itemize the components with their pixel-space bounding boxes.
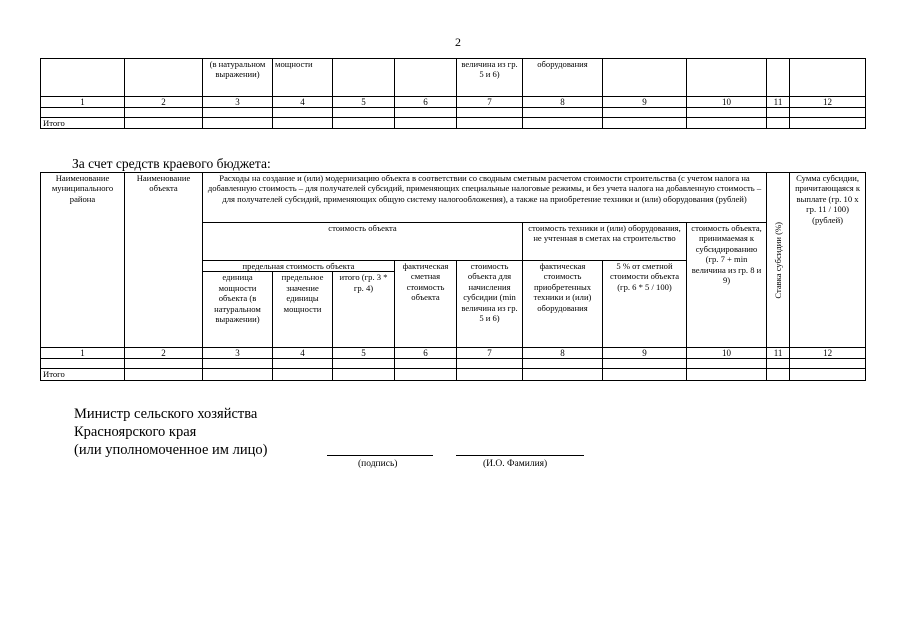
top-table bbox=[40, 58, 866, 129]
col-number: 1 bbox=[41, 348, 125, 359]
cont-cell: оборудования bbox=[523, 59, 603, 97]
cont-cell bbox=[41, 59, 125, 97]
signature-line bbox=[327, 455, 433, 456]
col-number: 4 bbox=[273, 97, 333, 108]
col-number: 11 bbox=[767, 348, 790, 359]
col-number: 8 bbox=[523, 348, 603, 359]
header-expenses: Расходы на создание и (или) модернизацию объекта в соответствии со сводным сметным расчетом стоимости строительства (с учетом налога на добавленную стоимость – для получателей субсидий, применяющих специальные налоговые режимы, и без учета налога на добавленную стоимость – для получателей субсидий, применяющих общую систему налогообложения), а также на приобретение техники и (или) оборудования (рублей) bbox=[203, 173, 767, 223]
page-number: 2 bbox=[455, 35, 461, 49]
col-number: 4 bbox=[273, 348, 333, 359]
name-label: (И.О. Фамилия) bbox=[483, 459, 548, 469]
header-five-percent: 5 % от сметной стоимости объекта (гр. 6 * 5 / 100) bbox=[603, 261, 687, 348]
header-unit-max-value: предельное значение единицы мощности bbox=[273, 272, 333, 348]
section-title: За счет средств краевого бюджета: bbox=[72, 156, 271, 171]
cont-cell bbox=[790, 59, 866, 97]
col-number: 6 bbox=[395, 348, 457, 359]
table-row bbox=[41, 359, 866, 369]
col-number: 9 bbox=[603, 97, 687, 108]
table-row bbox=[41, 108, 866, 118]
col-number: 7 bbox=[457, 97, 523, 108]
col-number: 12 bbox=[790, 97, 866, 108]
header-object-name: Наименование объекта bbox=[125, 173, 203, 348]
header-capacity-unit: единица мощности объекта (в натуральном выражении) bbox=[203, 272, 273, 348]
cont-cell bbox=[125, 59, 203, 97]
header-object-cost: стоимость объекта bbox=[203, 223, 523, 261]
col-number: 2 bbox=[125, 97, 203, 108]
signature-block bbox=[74, 405, 267, 459]
cont-cell bbox=[395, 59, 457, 97]
header-object-subsidy-cost: стоимость объекта, принимаемая к субсидированию (гр. 7 + min величина из гр. 8 и 9) bbox=[687, 223, 767, 348]
header-equipment-cost: стоимость техники и (или) оборудования, не учтенная в сметах на строительство bbox=[523, 223, 687, 261]
header-subsidy-sum: Сумма субсидии, причитающаяся к выплате (гр. 10 x гр. 11 / 100) (рублей) bbox=[790, 173, 866, 348]
col-number: 1 bbox=[41, 97, 125, 108]
header-subsidy-rate: Ставка субсидии (%) bbox=[772, 221, 783, 299]
header-municipality: Наименование муниципального района bbox=[41, 173, 125, 348]
total-label: Итого bbox=[41, 369, 125, 380]
col-number: 10 bbox=[687, 348, 767, 359]
cont-cell bbox=[767, 59, 790, 97]
header-actual-estimate: фактическая сметная стоимость объекта bbox=[395, 261, 457, 348]
col-number: 7 bbox=[457, 348, 523, 359]
cont-cell bbox=[687, 59, 767, 97]
col-number: 2 bbox=[125, 348, 203, 359]
col-number: 11 bbox=[767, 97, 790, 108]
signer-title-line2: Красноярского края bbox=[74, 424, 197, 440]
signer-title-line3: (или уполномоченное им лицо) bbox=[74, 442, 268, 458]
column-numbers-row bbox=[41, 97, 866, 108]
header-total: итого (гр. 3 * гр. 4) bbox=[333, 272, 395, 348]
col-number: 3 bbox=[203, 348, 273, 359]
header-actual-equipment: фактическая стоимость приобретенных техники и (или) оборудования bbox=[523, 261, 603, 348]
header-rate-cell bbox=[767, 173, 790, 348]
cont-cell: (в натуральном выражении) bbox=[203, 59, 273, 97]
name-line bbox=[456, 455, 584, 456]
col-number: 5 bbox=[333, 97, 395, 108]
col-number: 9 bbox=[603, 348, 687, 359]
continued-header-row bbox=[41, 59, 866, 97]
cont-cell bbox=[333, 59, 395, 97]
header-max-cost: предельная стоимость объекта bbox=[203, 261, 395, 272]
cont-cell: мощности bbox=[273, 59, 333, 97]
col-number: 3 bbox=[203, 97, 273, 108]
cont-cell: величина из гр. 5 и 6) bbox=[457, 59, 523, 97]
col-number: 10 bbox=[687, 97, 767, 108]
signer-title-line1: Министр сельского хозяйства bbox=[74, 406, 258, 422]
total-row bbox=[41, 118, 866, 129]
col-number: 8 bbox=[523, 97, 603, 108]
col-number: 5 bbox=[333, 348, 395, 359]
signature-label: (подпись) bbox=[358, 459, 398, 469]
total-row bbox=[41, 369, 866, 380]
cont-cell bbox=[603, 59, 687, 97]
col-number: 12 bbox=[790, 348, 866, 359]
col-number: 6 bbox=[395, 97, 457, 108]
column-numbers-row bbox=[41, 348, 866, 359]
total-label: Итого bbox=[41, 118, 125, 129]
main-table bbox=[40, 172, 866, 381]
header-cost-for-subsidy: стоимость объекта для начисления субсидии (min величина из гр. 5 и 6) bbox=[457, 261, 523, 348]
